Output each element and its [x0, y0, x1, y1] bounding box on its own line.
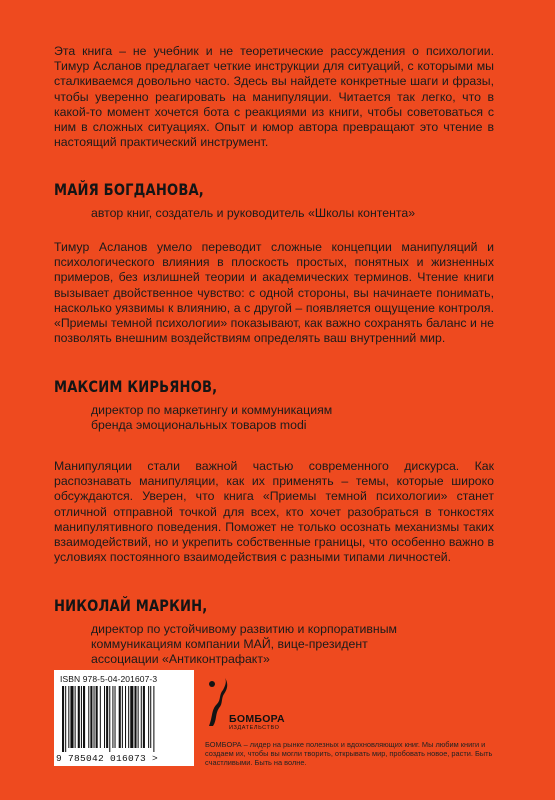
review-author-role-1: автор книг, создатель и руководитель «Школы контента» [91, 206, 416, 220]
bombora-logo-icon [205, 676, 229, 728]
isbn-label: ISBN 978-5-04-201607-3 [60, 674, 158, 684]
review-author-role-3: директор по устойчивому развитию и корпоративным коммуникациям компании МАЙ, вице-президент ассоциации «Антиконтрафакт» [91, 622, 397, 666]
review-text-2: Тимур Асланов умело переводит сложные концепции манипуляций и психологического влияния в плоскость простых, понятных и жизненных примеров, без излишней теории и академических терминов. Чтение книги вызывает двойственное чувство: с одной стороны, вы начинаете понимать, насколько уязвимы к влиянию, а с другой – появляется ощущение контроля. «Приемы темной психологии» показывают, как важно сохранять баланс и не позволять внешним воздействиям определять ваш внутренний мир. [54, 240, 494, 346]
review-text-1: Эта книга – не учебник и не теоретические рассуждения о психологии. Тимур Асланов предлагает четкие инструкции для ситуаций, с которыми мы сталкиваемся довольно часто. Здесь вы найдете конкретные шаги и фразы, чтобы уверенно реагировать на манипуляции. Читается так легко, что в какой-то момент хочется бота с реакциями из книги, чтобы советоваться с ним в сложных ситуациях. Опыт и юмор автора превращают это чтение в настоящий практический инструмент. [54, 44, 494, 150]
review-author-2: МАКСИМ КИРЬЯНОВ, [54, 377, 218, 396]
review-author-3: НИКОЛАЙ МАРКИН, [54, 596, 208, 615]
review-author-1: МАЙЯ БОГДАНОВА, [54, 180, 204, 199]
barcode-bars [62, 686, 186, 752]
publisher-subtitle: ИЗДАТЕЛЬСТВО [229, 725, 280, 731]
publisher-blurb: БОМБОРА – лидер на рынке полезных и вдохновляющих книг. Мы любим книги и создаем их, чтобы вы могли творить, открывать мир, пробовать новое, расти. Быть счастливыми. Быть на волне. [205, 740, 493, 768]
barcode-digits: 9 785042 016073 > [56, 753, 159, 764]
review-text-3: Манипуляции стали важной частью современного дискурса. Как распознавать манипуляции, как их применять – темы, которые широко обсуждаются. Уверен, что книга «Приемы темной психологии» станет отличной отправной точкой для всех, кто хочет разобраться в тонкостях манипулятивного поведения. Поможет не только осознать механизмы таких взаимодействий, но и укрепить собственные границы, что особенно важно в условиях постоянного взаимодействия с разными типами личностей. [54, 459, 494, 565]
barcode [54, 670, 194, 766]
publisher-name: БОМБОРА [229, 713, 285, 725]
review-author-role-2: директор по маркетингу и коммуникациям бренда эмоциональных товаров modi [91, 403, 333, 432]
